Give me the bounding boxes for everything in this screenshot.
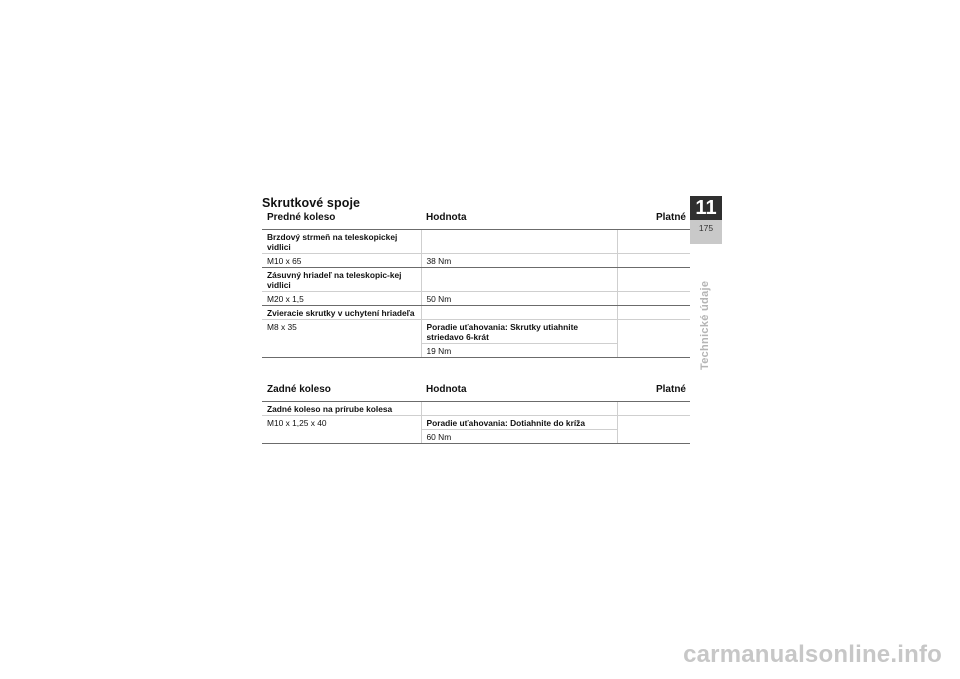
bolt-size: M10 x 65 — [262, 254, 421, 268]
rear-wheel-table — [262, 380, 690, 444]
table-row — [262, 306, 690, 320]
table-row — [262, 402, 690, 416]
header-value: Hodnota — [421, 380, 617, 402]
header-value: Hodnota — [421, 208, 617, 230]
bolt-size: M8 x 35 — [262, 320, 421, 358]
table-row — [262, 320, 690, 344]
page-title: Skrutkové spoje — [262, 196, 361, 210]
part-label: Zvieracie skrutky v uchytení hriadeľa — [262, 306, 421, 320]
torque-value: 38 Nm — [421, 254, 617, 268]
watermark: carmanualsonline.info — [683, 641, 942, 668]
bolt-size: M20 x 1,5 — [262, 292, 421, 306]
header-valid: Platné — [617, 380, 690, 402]
table-row — [262, 230, 690, 254]
part-label: Zásuvný hriadeľ na teleskopic-kej vidlici — [262, 268, 421, 292]
chapter-side-label: Technické údaje — [699, 280, 711, 370]
tightening-note: Poradie uťahovania: Skrutky utiahnite striedavo 6-krát — [421, 320, 617, 344]
table-row — [262, 416, 690, 430]
chapter-tab — [690, 196, 722, 244]
table-row — [262, 268, 690, 292]
part-label: Zadné koleso na prírube kolesa — [262, 402, 421, 416]
torque-value: 60 Nm — [421, 430, 617, 444]
front-wheel-table — [262, 208, 690, 358]
torque-value: 50 Nm — [421, 292, 617, 306]
chapter-number: 11 — [695, 197, 717, 219]
table-header-row — [262, 380, 690, 402]
table-row — [262, 292, 690, 306]
header-front-wheel: Predné koleso — [262, 208, 421, 230]
table-row — [262, 254, 690, 268]
table-header-row — [262, 208, 690, 230]
page-number: 175 — [698, 223, 714, 233]
part-label: Brzdový strmeň na teleskopickej vidlici — [262, 230, 421, 254]
header-rear-wheel: Zadné koleso — [262, 380, 421, 402]
torque-value: 19 Nm — [421, 344, 617, 358]
bolt-size: M10 x 1,25 x 40 — [262, 416, 421, 444]
header-valid: Platné — [617, 208, 690, 230]
tightening-note: Poradie uťahovania: Dotiahnite do kríža — [421, 416, 617, 430]
